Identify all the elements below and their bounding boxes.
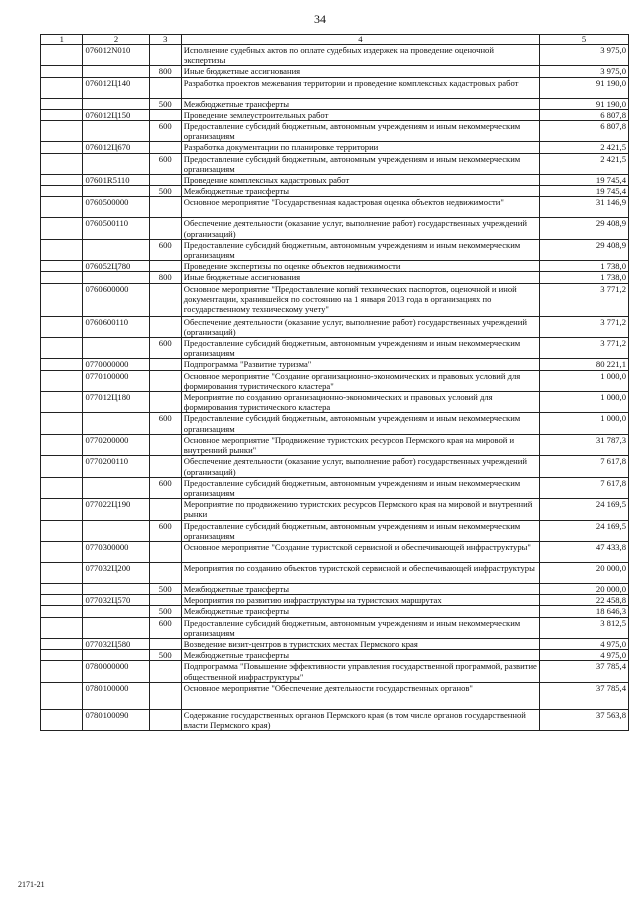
cell-code: 076012Ц670 [83, 142, 149, 153]
cell-name: Предоставление субсидий бюджетным, автономным учреждениям и иным некоммерческим организациям [181, 121, 539, 142]
cell-blank [41, 456, 83, 477]
table-row [41, 121, 629, 142]
cell-code [83, 186, 149, 197]
cell-expense-type [149, 77, 181, 98]
cell-code [83, 338, 149, 359]
cell-expense-type: 600 [149, 121, 181, 142]
cell-name: Основное мероприятие "Обеспечение деятельности государственных органов" [181, 682, 539, 709]
table-row [41, 434, 629, 455]
cell-expense-type: 500 [149, 583, 181, 594]
cell-name: Обеспечение деятельности (оказание услуг, выполнение работ) государственных учреждений (организаций) [181, 456, 539, 477]
cell-blank [41, 109, 83, 120]
cell-blank [41, 370, 83, 391]
cell-name: Предоставление субсидий бюджетным, автономным учреждениям и иным некоммерческим организациям [181, 153, 539, 174]
table-row [41, 197, 629, 218]
cell-code: 0770200000 [83, 434, 149, 455]
cell-amount: 1 738,0 [539, 272, 628, 283]
cell-expense-type [149, 142, 181, 153]
cell-expense-type: 600 [149, 520, 181, 541]
cell-code [83, 413, 149, 434]
footer-code: 2171-21 [18, 880, 45, 889]
cell-blank [41, 413, 83, 434]
cell-code: 077032Ц200 [83, 562, 149, 583]
cell-name: Иные бюджетные ассигнования [181, 272, 539, 283]
cell-blank [41, 499, 83, 520]
table-row [41, 153, 629, 174]
cell-amount: 3 771,2 [539, 316, 628, 337]
table-row [41, 682, 629, 709]
cell-amount: 24 169,5 [539, 520, 628, 541]
cell-name: Основное мероприятие "Предоставление копий технических паспортов, оценочной и иной документации, хранившейся по состоянию на 1 января 2013 года в организациях по государственному техническому учету" [181, 283, 539, 316]
table-row [41, 239, 629, 260]
cell-expense-type [149, 595, 181, 606]
cell-expense-type [149, 175, 181, 186]
cell-amount: 20 000,0 [539, 562, 628, 583]
cell-amount: 3 975,0 [539, 45, 628, 66]
cell-amount: 19 745,4 [539, 186, 628, 197]
cell-expense-type [149, 562, 181, 583]
cell-blank [41, 392, 83, 413]
cell-code: 07601R5110 [83, 175, 149, 186]
table-row [41, 338, 629, 359]
cell-blank [41, 142, 83, 153]
cell-code: 077012Ц180 [83, 392, 149, 413]
cell-code [83, 606, 149, 617]
cell-expense-type [149, 359, 181, 370]
table-row [41, 541, 629, 562]
table-row [41, 272, 629, 283]
cell-amount: 37 785,4 [539, 682, 628, 709]
cell-name: Межбюджетные трансферты [181, 583, 539, 594]
cell-name: Подпрограмма "Повышение эффективности управления государственной программой, развитие общественной инфраструктуры" [181, 661, 539, 682]
table-row [41, 709, 629, 730]
cell-expense-type: 500 [149, 98, 181, 109]
cell-code [83, 650, 149, 661]
cell-name: Возведение визит-центров в туристских местах Пермского края [181, 638, 539, 649]
cell-expense-type: 500 [149, 606, 181, 617]
cell-blank [41, 617, 83, 638]
cell-name: Исполнение судебных актов по оплате судебных издержек на проведение оценочной экспертизы [181, 45, 539, 66]
cell-amount: 1 738,0 [539, 261, 628, 272]
cell-code: 0760600000 [83, 283, 149, 316]
cell-blank [41, 709, 83, 730]
cell-code [83, 583, 149, 594]
cell-blank [41, 98, 83, 109]
cell-expense-type: 600 [149, 239, 181, 260]
cell-name: Обеспечение деятельности (оказание услуг, выполнение работ) государственных учреждений (организаций) [181, 218, 539, 239]
cell-name: Основное мероприятие "Создание организационно-экономических и правовых условий для формирования туристического кластера" [181, 370, 539, 391]
cell-amount: 37 563,8 [539, 709, 628, 730]
cell-amount: 29 408,9 [539, 218, 628, 239]
cell-blank [41, 186, 83, 197]
cell-amount: 3 975,0 [539, 66, 628, 77]
cell-expense-type: 800 [149, 66, 181, 77]
table-row [41, 186, 629, 197]
cell-expense-type: 600 [149, 338, 181, 359]
cell-expense-type [149, 283, 181, 316]
table-header-row [41, 35, 629, 45]
table-row [41, 261, 629, 272]
cell-expense-type [149, 434, 181, 455]
cell-name: Основное мероприятие "Создание туристской сервисной и обеспечивающей инфраструктуры" [181, 541, 539, 562]
cell-expense-type: 600 [149, 617, 181, 638]
table-row [41, 583, 629, 594]
cell-blank [41, 661, 83, 682]
cell-expense-type [149, 682, 181, 709]
cell-blank [41, 562, 83, 583]
table-row [41, 477, 629, 498]
cell-blank [41, 121, 83, 142]
cell-blank [41, 77, 83, 98]
table-row [41, 316, 629, 337]
cell-code: 0760500000 [83, 197, 149, 218]
cell-amount: 37 785,4 [539, 661, 628, 682]
cell-blank [41, 197, 83, 218]
cell-amount: 91 190,0 [539, 77, 628, 98]
cell-amount: 2 421,5 [539, 153, 628, 174]
cell-code: 0780000000 [83, 661, 149, 682]
cell-amount: 20 000,0 [539, 583, 628, 594]
table-row [41, 638, 629, 649]
cell-blank [41, 316, 83, 337]
cell-blank [41, 272, 83, 283]
table-row [41, 392, 629, 413]
cell-amount: 3 771,2 [539, 338, 628, 359]
table-row [41, 98, 629, 109]
cell-code [83, 239, 149, 260]
cell-name: Предоставление субсидий бюджетным, автономным учреждениям и иным некоммерческим организациям [181, 617, 539, 638]
cell-name: Иные бюджетные ассигнования [181, 66, 539, 77]
cell-blank [41, 606, 83, 617]
table-row [41, 617, 629, 638]
cell-blank [41, 541, 83, 562]
cell-name: Подпрограмма "Развитие туризма" [181, 359, 539, 370]
table-row [41, 595, 629, 606]
header-cell-1: 1 [41, 35, 83, 45]
cell-code: 076012Ц150 [83, 109, 149, 120]
cell-code [83, 121, 149, 142]
cell-name: Мероприятия по развитию инфраструктуры на туристских маршрутах [181, 595, 539, 606]
cell-expense-type: 500 [149, 186, 181, 197]
cell-expense-type [149, 541, 181, 562]
table-row [41, 520, 629, 541]
cell-amount: 1 000,0 [539, 413, 628, 434]
cell-code: 076052Ц780 [83, 261, 149, 272]
cell-expense-type: 500 [149, 650, 181, 661]
cell-amount: 24 169,5 [539, 499, 628, 520]
cell-amount: 19 745,4 [539, 175, 628, 186]
cell-expense-type [149, 370, 181, 391]
cell-amount: 3 771,2 [539, 283, 628, 316]
cell-amount: 7 617,8 [539, 456, 628, 477]
cell-name: Основное мероприятие "Продвижение туристских ресурсов Пермского края на мировой и внутренний рынки" [181, 434, 539, 455]
cell-name: Мероприятие по продвижению туристских ресурсов Пермского края на мировой и внутренний рынки [181, 499, 539, 520]
cell-blank [41, 175, 83, 186]
cell-blank [41, 477, 83, 498]
cell-expense-type [149, 499, 181, 520]
cell-blank [41, 45, 83, 66]
budget-table [40, 34, 629, 731]
cell-amount: 80 221,1 [539, 359, 628, 370]
cell-amount: 29 408,9 [539, 239, 628, 260]
cell-code [83, 66, 149, 77]
cell-name: Межбюджетные трансферты [181, 650, 539, 661]
cell-amount: 22 458,8 [539, 595, 628, 606]
header-cell-2: 2 [83, 35, 149, 45]
cell-name: Разработка документации по планировке территории [181, 142, 539, 153]
cell-name: Проведение землеустроительных работ [181, 109, 539, 120]
table-row [41, 370, 629, 391]
cell-code: 0770000000 [83, 359, 149, 370]
cell-code [83, 272, 149, 283]
cell-blank [41, 218, 83, 239]
cell-amount: 31 787,3 [539, 434, 628, 455]
page-number: 34 [314, 12, 326, 26]
table-row [41, 45, 629, 66]
cell-name: Основное мероприятие "Государственная кадастровая оценка объектов недвижимости" [181, 197, 539, 218]
cell-expense-type [149, 197, 181, 218]
cell-name: Предоставление субсидий бюджетным, автономным учреждениям и иным некоммерческим организациям [181, 477, 539, 498]
table-row [41, 109, 629, 120]
cell-amount: 2 421,5 [539, 142, 628, 153]
cell-blank [41, 338, 83, 359]
cell-code: 0770100000 [83, 370, 149, 391]
cell-blank [41, 283, 83, 316]
cell-blank [41, 520, 83, 541]
cell-name: Проведение комплексных кадастровых работ [181, 175, 539, 186]
header-cell-4: 4 [181, 35, 539, 45]
cell-name: Межбюджетные трансферты [181, 98, 539, 109]
cell-amount: 3 812,5 [539, 617, 628, 638]
cell-amount: 1 000,0 [539, 392, 628, 413]
table-row [41, 413, 629, 434]
cell-blank [41, 434, 83, 455]
cell-blank [41, 638, 83, 649]
cell-amount: 47 433,8 [539, 541, 628, 562]
cell-expense-type [149, 638, 181, 649]
cell-blank [41, 583, 83, 594]
cell-blank [41, 650, 83, 661]
table-row [41, 175, 629, 186]
cell-name: Межбюджетные трансферты [181, 606, 539, 617]
cell-code [83, 520, 149, 541]
cell-amount: 7 617,8 [539, 477, 628, 498]
cell-blank [41, 239, 83, 260]
cell-amount: 4 975,0 [539, 638, 628, 649]
cell-code [83, 98, 149, 109]
table-row [41, 562, 629, 583]
cell-code: 077032Ц580 [83, 638, 149, 649]
table-row [41, 66, 629, 77]
cell-amount: 91 190,0 [539, 98, 628, 109]
cell-name: Предоставление субсидий бюджетным, автономным учреждениям и иным некоммерческим организациям [181, 239, 539, 260]
cell-expense-type: 600 [149, 153, 181, 174]
cell-expense-type [149, 661, 181, 682]
cell-code: 0770200110 [83, 456, 149, 477]
table-row [41, 359, 629, 370]
cell-name: Обеспечение деятельности (оказание услуг, выполнение работ) государственных учреждений (организаций) [181, 316, 539, 337]
cell-blank [41, 153, 83, 174]
table-row [41, 499, 629, 520]
table-row [41, 283, 629, 316]
cell-amount: 6 807,8 [539, 109, 628, 120]
cell-code: 077022Ц190 [83, 499, 149, 520]
table-row [41, 650, 629, 661]
cell-name: Предоставление субсидий бюджетным, автономным учреждениям и иным некоммерческим организациям [181, 338, 539, 359]
table-row [41, 456, 629, 477]
table-body [41, 45, 629, 731]
cell-amount: 6 807,8 [539, 121, 628, 142]
cell-name: Межбюджетные трансферты [181, 186, 539, 197]
cell-code: 0760500110 [83, 218, 149, 239]
cell-code: 076012Ц140 [83, 77, 149, 98]
header-cell-5: 5 [539, 35, 628, 45]
cell-code: 076012N010 [83, 45, 149, 66]
cell-name: Предоставление субсидий бюджетным, автономным учреждениям и иным некоммерческим организациям [181, 413, 539, 434]
cell-expense-type: 800 [149, 272, 181, 283]
cell-expense-type [149, 45, 181, 66]
cell-name: Проведение экспертизы по оценке объектов недвижимости [181, 261, 539, 272]
cell-expense-type [149, 709, 181, 730]
cell-expense-type [149, 261, 181, 272]
table-row [41, 77, 629, 98]
cell-code: 0760600110 [83, 316, 149, 337]
cell-expense-type [149, 316, 181, 337]
cell-code: 077032Ц570 [83, 595, 149, 606]
cell-amount: 4 975,0 [539, 650, 628, 661]
cell-amount: 31 146,9 [539, 197, 628, 218]
cell-blank [41, 66, 83, 77]
cell-expense-type [149, 392, 181, 413]
cell-blank [41, 682, 83, 709]
cell-expense-type [149, 218, 181, 239]
table-row [41, 606, 629, 617]
cell-name: Мероприятия по созданию объектов туристской сервисной и обеспечивающей инфраструктуры [181, 562, 539, 583]
table-row [41, 142, 629, 153]
cell-name: Предоставление субсидий бюджетным, автономным учреждениям и иным некоммерческим организациям [181, 520, 539, 541]
cell-name: Мероприятие по созданию организационно-экономических и правовых условий для формирования туристического кластера [181, 392, 539, 413]
cell-amount: 1 000,0 [539, 370, 628, 391]
cell-blank [41, 595, 83, 606]
cell-name: Содержание государственных органов Пермского края (в том числе органов государственной власти Пермского края) [181, 709, 539, 730]
table-row [41, 218, 629, 239]
cell-expense-type: 600 [149, 413, 181, 434]
cell-expense-type [149, 109, 181, 120]
cell-expense-type [149, 456, 181, 477]
cell-code [83, 477, 149, 498]
cell-code: 0780100090 [83, 709, 149, 730]
cell-code: 0770300000 [83, 541, 149, 562]
cell-amount: 18 646,3 [539, 606, 628, 617]
table-row [41, 661, 629, 682]
cell-blank [41, 261, 83, 272]
header-cell-3: 3 [149, 35, 181, 45]
cell-code [83, 153, 149, 174]
cell-expense-type: 600 [149, 477, 181, 498]
cell-code: 0780100000 [83, 682, 149, 709]
cell-code [83, 617, 149, 638]
cell-blank [41, 359, 83, 370]
cell-name: Разработка проектов межевания территории и проведение комплексных кадастровых работ [181, 77, 539, 98]
